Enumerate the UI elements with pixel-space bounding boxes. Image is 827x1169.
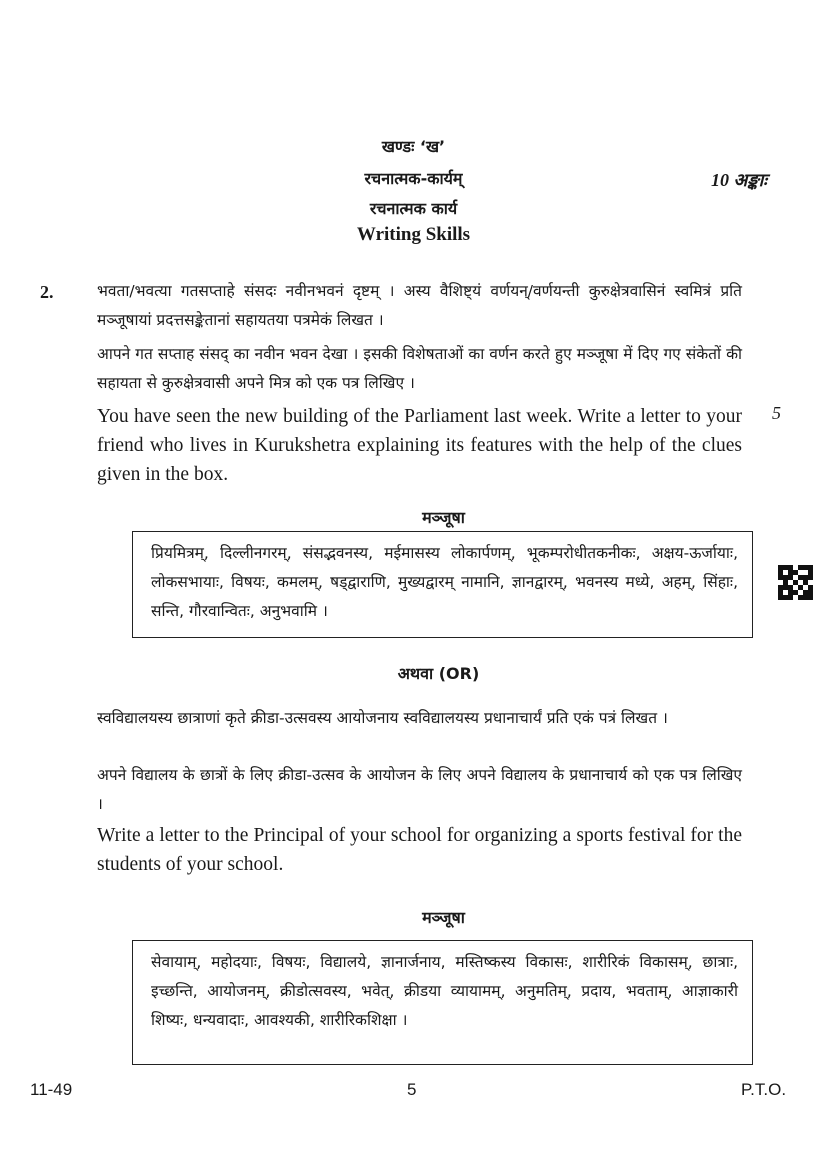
question-marks: 5 — [772, 403, 781, 423]
pto-label: P.T.O. — [741, 1080, 787, 1099]
or-sanskrit: स्वविद्यालयस्य छात्राणां कृते क्रीडा-उत्सवस्य आयोजनाय स्वविद्यालयस्य प्रधानाचार्यं प्रति एकं पत्रं लिखत । — [97, 709, 668, 727]
or-clue-box-text: सेवायाम्, महोदयाः, विषयः, विद्यालये, ज्ञानार्जनाय, मस्तिष्कस्य विकासः, शारीरिकं विकासम्, छात्राः, इच्छन्ति, आयोजनम्, क्रीडोत्सवस्य, भवेत्, क्रीडया व्यायामम्, अनुमतिम्, प्रदाय, भवताम्, आज्ञाकारी शिष्यः, धन्यवादाः, आवश्यकी, शारीरिकशिक्षा । — [151, 953, 738, 1029]
box-title: मञ्जूषा — [422, 508, 465, 527]
question-sanskrit: भवता/भवत्या गतसप्ताहे संसदः नवीनभवनं दृष्टम् । अस्य वैशिष्ट्यं वर्णयन्/वर्णयन्ती कुरुक्षेत्रवासिनं स्वमित्रं प्रति मञ्जूषायां प्रदत्तसङ्केतानां सहायतया पत्रमेकं लिखत । — [97, 282, 742, 329]
sanskrit-title: रचनात्मक-कार्यम् — [364, 169, 463, 188]
section-marks: 10 अङ्काः — [711, 170, 767, 190]
or-heading: अथवा (OR) — [397, 664, 480, 683]
or-box-title: मञ्जूषा — [422, 908, 465, 927]
paper-code: 11-49 — [30, 1080, 73, 1099]
section-heading: खण्डः ‘ख’ — [381, 137, 446, 156]
question-number: 2. — [40, 282, 54, 302]
english-title: Writing Skills — [356, 224, 471, 245]
or-clue-box — [132, 940, 753, 1065]
question-hindi: आपने गत सप्ताह संसद् का नवीन भवन देखा । इसकी विशेषताओं का वर्णन करते हुए मञ्जूषा में दिए गए संकेतों की सहायता से कुरुक्षेत्रवासी अपने मित्र को एक पत्र लिखिए । — [97, 345, 742, 392]
or-hindi: अपने विद्यालय के छात्रों के लिए क्रीडा-उत्सव के आयोजन के लिए अपने विद्यालय के प्रधानाचार्य को एक पत्र लिखिए । — [97, 766, 742, 813]
hindi-title: रचनात्मक कार्य — [369, 199, 458, 218]
or-english: Write a letter to the Principal of your school for organizing a sports festival for the students of your school. — [97, 825, 742, 875]
question-english: You have seen the new building of the Parliament last week. Write a letter to your friend who lives in Kurukshetra explaining its features with the help of the clues given in the box. — [97, 406, 742, 485]
page-number: 5 — [407, 1080, 417, 1099]
clue-box — [132, 531, 753, 638]
qr-code-icon — [778, 565, 813, 600]
clue-box-text: प्रियमित्रम्, दिल्लीनगरम्, संसद्भवनस्य, मईमासस्य लोकार्पणम्, भूकम्परोधीतकनीकः, अक्षय-ऊर्जायाः, लोकसभायाः, विषयः, कमलम्, षड्द्वाराणि, मुख्यद्वारम् नामानि, ज्ञानद्वारम्, भवनस्य मध्ये, अहम्, सिंहाः, सन्ति, गौरवान्वितः, अनुभवामि । — [151, 544, 738, 620]
